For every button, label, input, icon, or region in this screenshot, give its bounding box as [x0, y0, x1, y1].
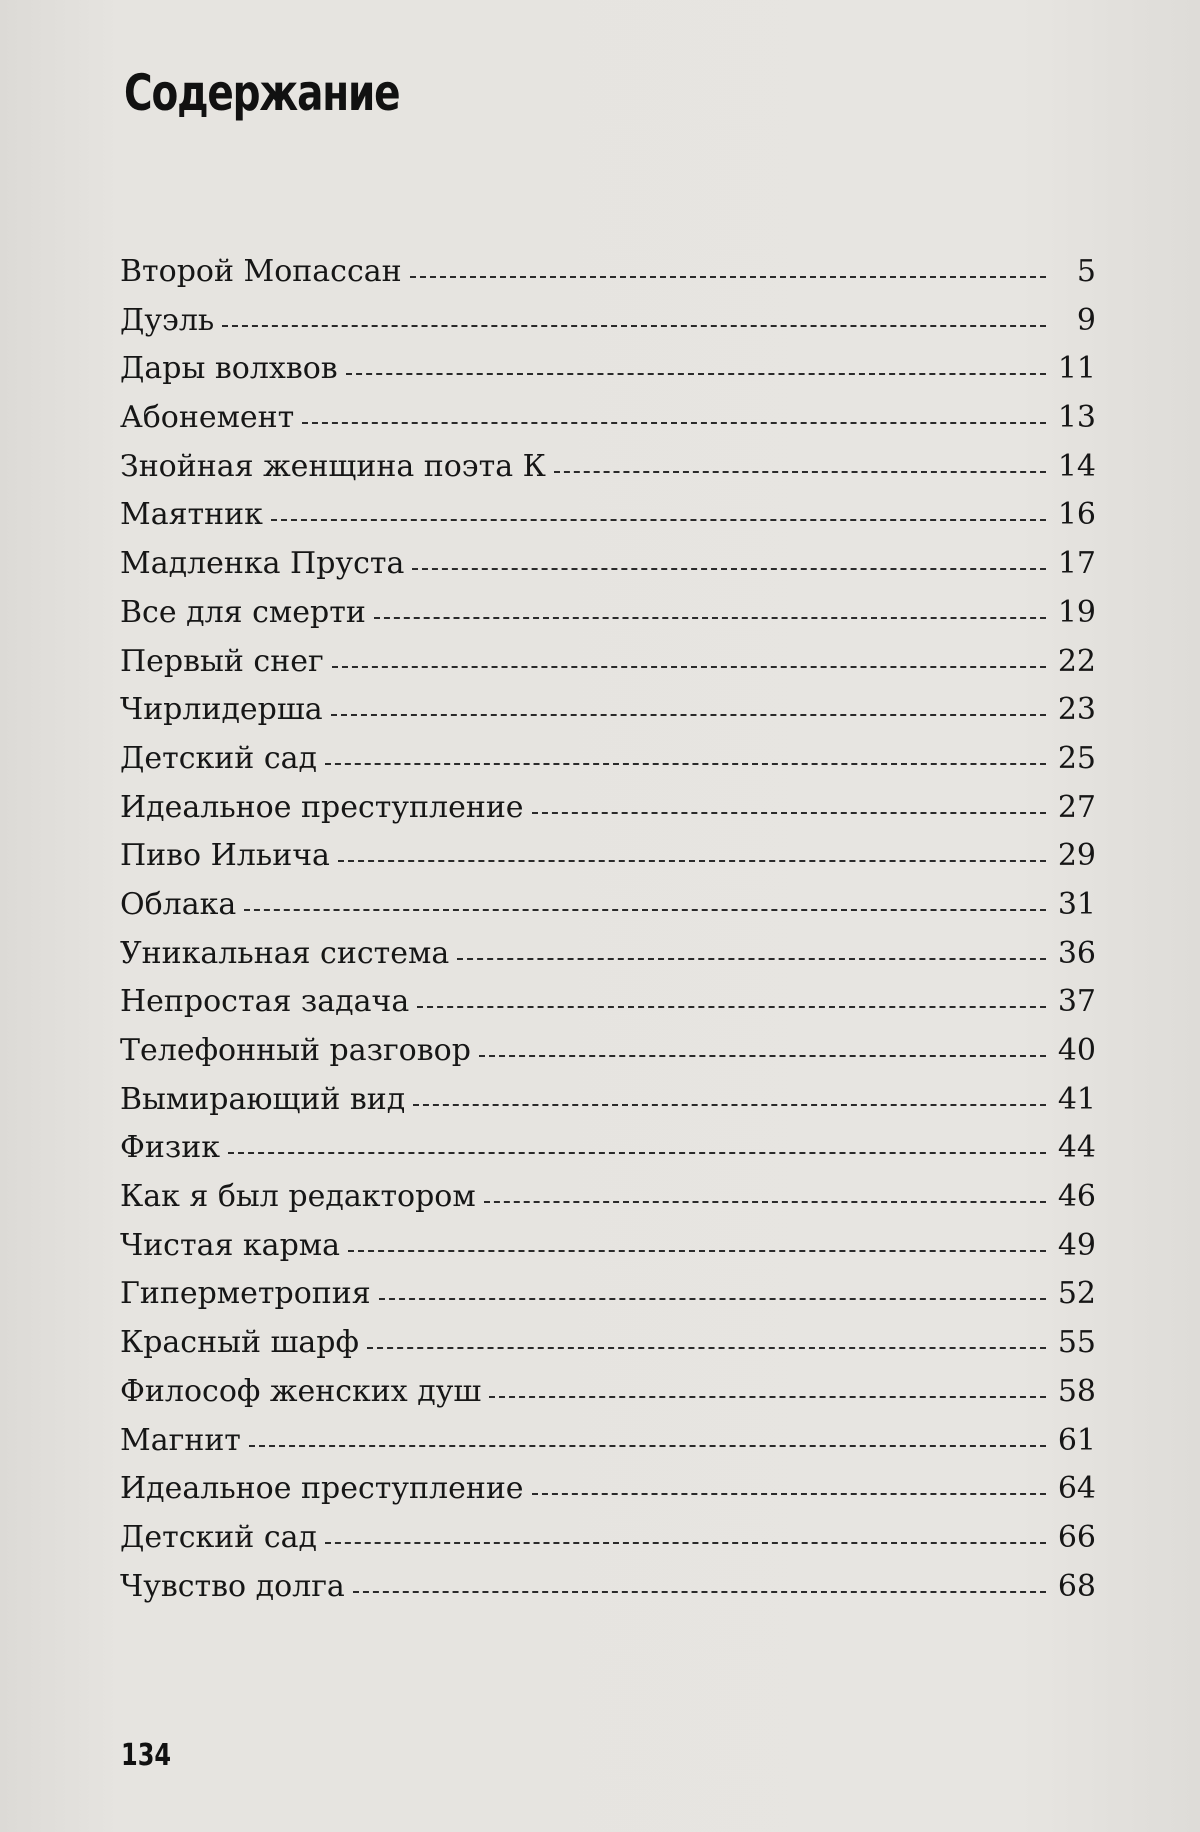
toc-entry-page: 29: [1057, 838, 1096, 874]
toc-leader-dashes: [417, 1006, 1046, 1008]
toc-entry-page: 68: [1057, 1568, 1096, 1604]
toc-leader-dashes: [484, 1201, 1046, 1203]
toc-leader-dashes: [479, 1055, 1046, 1057]
toc-entry-title: Чистая карма: [120, 1227, 340, 1263]
toc-entry-title: Дуэль: [120, 302, 215, 338]
toc-leader-dashes: [532, 1493, 1046, 1495]
toc-entry-title: Непростая задача: [120, 984, 410, 1020]
toc-leader-dashes: [222, 325, 1046, 327]
toc-entry-title: Первый снег: [120, 643, 324, 679]
toc-leader-dashes: [379, 1298, 1046, 1300]
toc-entry-title: Облака: [120, 886, 237, 922]
toc-entry-page: 37: [1057, 984, 1096, 1020]
toc-entry: [120, 1368, 1096, 1417]
toc-entry-page: 66: [1057, 1519, 1096, 1555]
toc-entry-page: 44: [1057, 1130, 1096, 1166]
toc-leader-dashes: [532, 812, 1046, 814]
toc-leader-dashes: [489, 1396, 1046, 1398]
toc-leader-dashes: [331, 714, 1046, 716]
toc-entry-title: Второй Мопассан: [120, 254, 402, 289]
toc-entry-title: Уникальная система: [120, 935, 450, 971]
toc-leader-dashes: [348, 1250, 1046, 1252]
toc-entry-page: 61: [1057, 1422, 1096, 1458]
toc-leader-dashes: [367, 1347, 1046, 1349]
toc-entry-page: 31: [1057, 886, 1096, 922]
toc-entry-title: Идеальное преступление: [120, 789, 524, 825]
toc-entry: [120, 686, 1096, 735]
toc-entry-title: Красный шарф: [120, 1325, 359, 1361]
toc-leader-dashes: [353, 1591, 1046, 1593]
toc-entry-title: Чирлидерша: [120, 692, 323, 728]
toc-leader-dashes: [457, 958, 1046, 960]
toc-entry-page: 41: [1057, 1081, 1096, 1117]
toc-entry-title: Мадленка Пруста: [120, 546, 405, 582]
toc-entry: [120, 297, 1096, 346]
toc-entry-page: 46: [1057, 1179, 1096, 1215]
toc-entry-page: 5: [1076, 254, 1096, 289]
toc-entry-page: 64: [1057, 1471, 1096, 1507]
toc-entry: [120, 443, 1096, 492]
toc-leader-dashes: [249, 1445, 1046, 1447]
toc-entry-title: Абонемент: [120, 400, 295, 436]
toc-entry-page: 52: [1057, 1276, 1096, 1312]
toc-entry: [120, 638, 1096, 687]
toc-entry: [120, 1465, 1096, 1514]
toc-entry-title: Знойная женщина поэта К: [120, 448, 546, 484]
toc-entry-title: Детский сад: [120, 740, 317, 776]
toc-entry-page: 49: [1057, 1227, 1096, 1263]
toc-leader-dashes: [244, 909, 1046, 911]
toc-entry: [120, 491, 1096, 540]
toc-entry: [120, 881, 1096, 930]
toc-entry-title: Вымирающий вид: [120, 1081, 406, 1117]
toc-entry-page: 40: [1057, 1033, 1096, 1068]
toc-leader-dashes: [412, 568, 1046, 570]
toc-entry-page: 25: [1057, 740, 1096, 776]
contents-heading: Содержание: [124, 63, 400, 122]
toc-entry: [120, 1076, 1096, 1125]
toc-leader-dashes: [346, 373, 1046, 375]
toc-entry: [120, 784, 1096, 833]
toc-leader-dashes: [332, 666, 1046, 668]
toc-entry-page: 27: [1057, 789, 1096, 825]
toc-entry-page: 55: [1057, 1325, 1096, 1361]
toc-entry-page: 17: [1057, 546, 1096, 582]
toc-leader-dashes: [554, 471, 1046, 473]
table-of-contents: [120, 248, 1096, 1611]
toc-leader-dashes: [338, 860, 1046, 862]
toc-entry: [120, 978, 1096, 1027]
page-number: 134: [121, 1738, 172, 1773]
toc-entry-page: 9: [1076, 302, 1096, 338]
toc-leader-dashes: [271, 519, 1046, 521]
toc-entry-title: Телефонный разговор: [120, 1033, 471, 1068]
toc-leader-dashes: [410, 276, 1046, 278]
toc-entry: [120, 1173, 1096, 1222]
toc-entry-title: Идеальное преступление: [120, 1471, 524, 1507]
toc-leader-dashes: [413, 1104, 1046, 1106]
toc-entry-page: 58: [1057, 1373, 1096, 1409]
toc-entry: [120, 394, 1096, 443]
toc-leader-dashes: [374, 617, 1046, 619]
toc-entry: [120, 248, 1096, 297]
toc-entry: [120, 832, 1096, 881]
toc-leader-dashes: [325, 763, 1046, 765]
toc-entry-title: Физик: [120, 1130, 221, 1166]
toc-entry-page: 22: [1057, 643, 1096, 679]
toc-entry: [120, 1222, 1096, 1271]
toc-leader-dashes: [228, 1152, 1046, 1154]
toc-entry-title: Пиво Ильича: [120, 838, 330, 874]
toc-entry: [120, 1319, 1096, 1368]
toc-entry: [120, 930, 1096, 979]
toc-entry: [120, 1417, 1096, 1466]
toc-entry-title: Дары волхвов: [120, 351, 338, 387]
toc-entry-page: 36: [1057, 935, 1096, 971]
toc-entry-title: Все для смерти: [120, 594, 366, 630]
toc-entry-title: Гиперметропия: [120, 1276, 371, 1312]
toc-entry-page: 23: [1057, 692, 1096, 728]
toc-entry-title: Магнит: [120, 1422, 241, 1458]
toc-entry-title: Философ женских душ: [120, 1373, 482, 1409]
toc-entry: [120, 1124, 1096, 1173]
toc-entry: [120, 735, 1096, 784]
toc-entry-title: Маятник: [120, 497, 263, 533]
toc-entry-page: 16: [1057, 497, 1096, 533]
toc-entry: [120, 589, 1096, 638]
toc-entry-title: Детский сад: [120, 1519, 317, 1555]
toc-leader-dashes: [325, 1542, 1046, 1544]
toc-entry-page: 19: [1057, 594, 1096, 630]
toc-entry-title: Чувство долга: [120, 1568, 345, 1604]
toc-entry: [120, 1270, 1096, 1319]
toc-entry: [120, 1563, 1096, 1612]
toc-entry-title: Как я был редактором: [120, 1179, 476, 1215]
toc-entry: [120, 540, 1096, 589]
toc-entry: [120, 1027, 1096, 1076]
toc-entry: [120, 1514, 1096, 1563]
toc-entry-page: 11: [1057, 351, 1096, 387]
toc-leader-dashes: [302, 422, 1046, 424]
toc-entry-page: 14: [1057, 448, 1096, 484]
toc-entry: [120, 345, 1096, 394]
toc-entry-page: 13: [1057, 400, 1096, 436]
